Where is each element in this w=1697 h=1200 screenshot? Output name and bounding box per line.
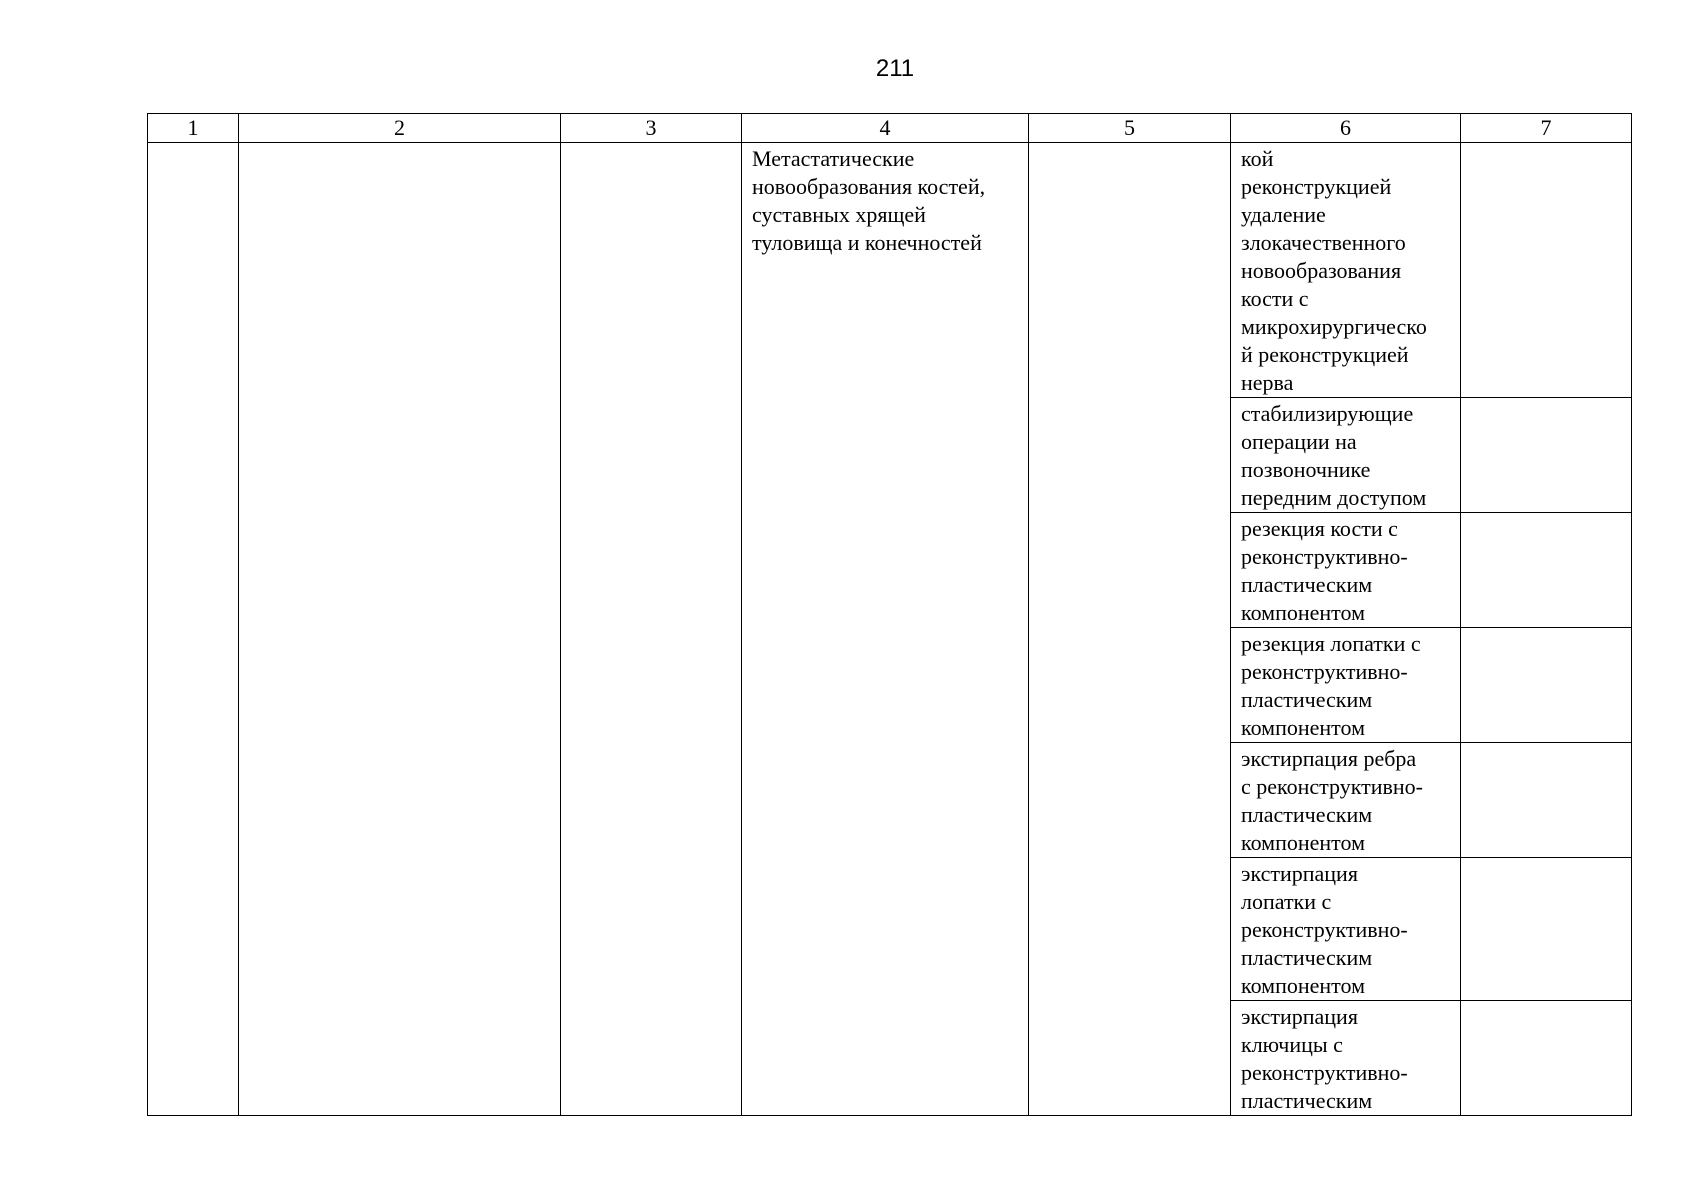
treatment-text: резекция кости с реконструктивно- пластическим компонентом [1241, 516, 1408, 625]
cell-col7 [1461, 513, 1632, 628]
procedures-table [147, 113, 1632, 1116]
cell-col7 [1461, 398, 1632, 513]
column-header-1: 1 [148, 114, 239, 143]
cell-col7 [1461, 743, 1632, 858]
cell-col2 [239, 143, 561, 1116]
cell-col1 [148, 143, 239, 1116]
treatment-text: экстирпация ключицы с реконструктивно- пластическим [1241, 1004, 1408, 1113]
cell-col6-treatment [1231, 743, 1461, 858]
page-number: 211 [875, 55, 915, 82]
cell-col4-diagnosis [742, 143, 1029, 1116]
column-header-4: 4 [742, 114, 1029, 143]
cell-col6-treatment [1231, 628, 1461, 743]
cell-col6-treatment [1231, 1001, 1461, 1116]
cell-col6-treatment [1231, 143, 1461, 398]
cell-col7 [1461, 143, 1632, 398]
column-header-6: 6 [1231, 114, 1461, 143]
cell-col6-treatment [1231, 398, 1461, 513]
treatment-text: экстирпация ребра с реконструктивно- пластическим компонентом [1241, 746, 1424, 855]
column-header-2: 2 [239, 114, 561, 143]
cell-col6-treatment [1231, 513, 1461, 628]
treatment-text: кой реконструкцией удаление злокачественного новообразования кости с микрохирургическо й реконструкцией нерва [1241, 146, 1427, 395]
header-row [148, 114, 1632, 143]
table-row [148, 143, 1632, 398]
cell-col7 [1461, 628, 1632, 743]
column-header-7: 7 [1461, 114, 1632, 143]
cell-col3 [561, 143, 742, 1116]
treatment-text: резекция лопатки с реконструктивно- пластическим компонентом [1241, 631, 1421, 740]
column-header-5: 5 [1029, 114, 1231, 143]
diagnosis-text: Метастатические новообразования костей, суставных хрящей туловища и конечностей [752, 146, 986, 255]
cell-col6-treatment [1231, 858, 1461, 1001]
treatment-text: экстирпация лопатки с реконструктивно- пластическим компонентом [1241, 861, 1408, 998]
cell-col5 [1029, 143, 1231, 1116]
cell-col7 [1461, 1001, 1632, 1116]
cell-col7 [1461, 858, 1632, 1001]
treatment-text: стабилизирующие операции на позвоночнике передним доступом [1241, 401, 1427, 510]
column-header-3: 3 [561, 114, 742, 143]
